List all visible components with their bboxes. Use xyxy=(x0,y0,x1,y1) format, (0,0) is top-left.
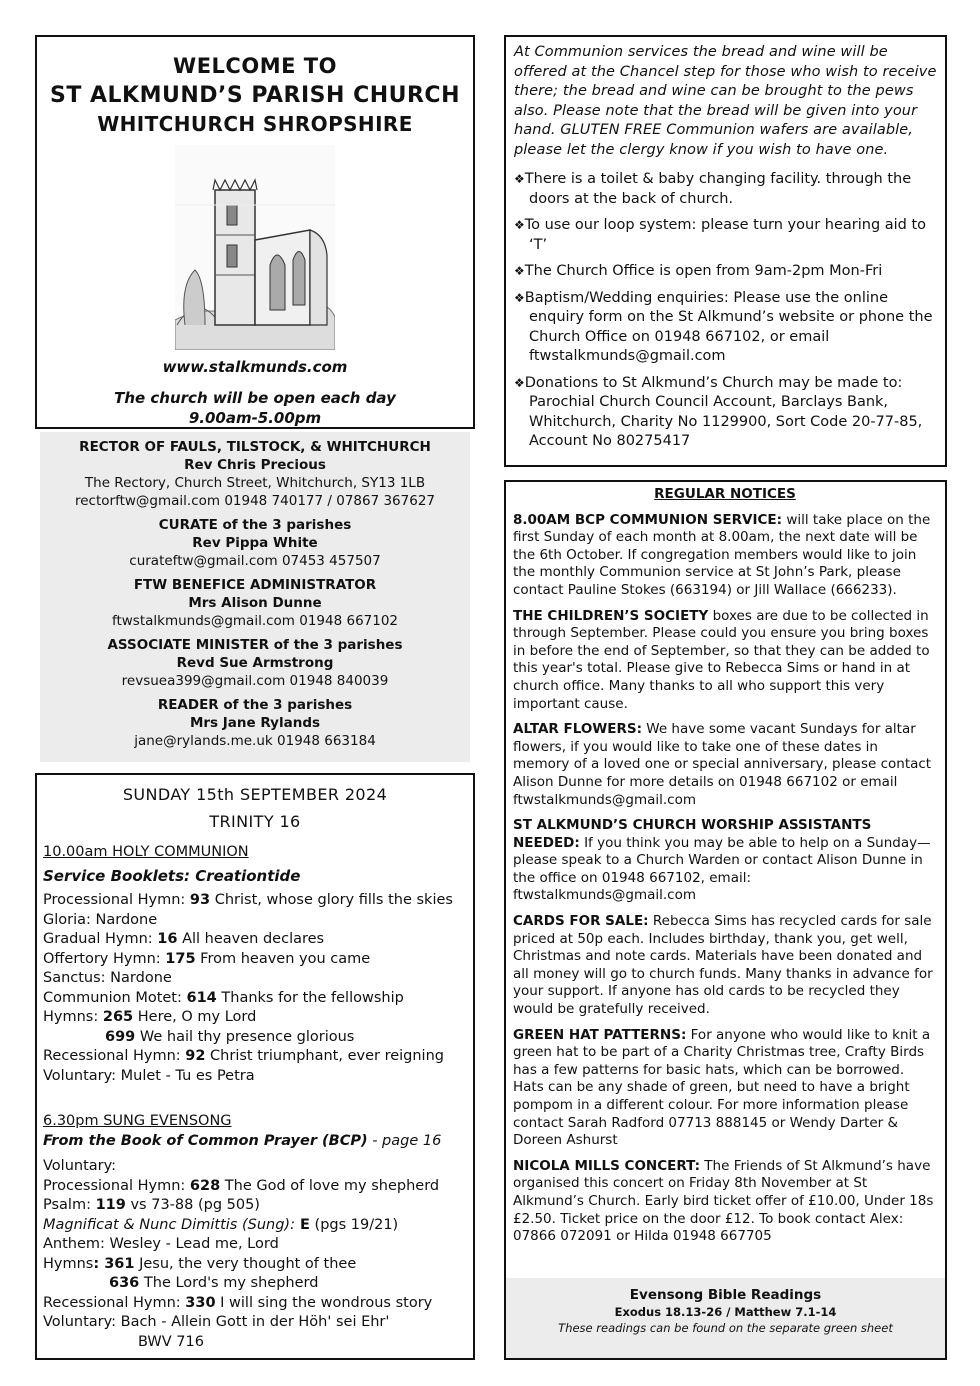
service-item xyxy=(43,1255,467,1275)
service-item-label: Recessional Hymn: xyxy=(43,1294,186,1311)
evensong-book xyxy=(43,1132,467,1152)
info-bullet-text: The Church Office is open from 9am-2pm Mon-Fri xyxy=(524,263,883,279)
info-bullet-text: There is a toilet & baby changing facility. through the doors at the back of church. xyxy=(524,171,912,207)
evening-service-list xyxy=(43,1157,467,1352)
service-item-title: We hail thy presence glorious xyxy=(135,1028,355,1045)
clergy-role: RECTOR OF FAULS, TILSTOCK, & WHITCHURCH xyxy=(79,439,431,455)
hymn-number: 119 xyxy=(95,1197,126,1213)
info-bullet-item xyxy=(514,374,937,452)
bcp-label: From the Book of Common Prayer (BCP) xyxy=(43,1132,368,1149)
clergy-role: READER of the 3 parishes xyxy=(157,697,353,713)
notice-body: We have some vacant Sundays for altar flowers, if you would like to take one of these dates in memory of a loved one or special anniversary, please contact Alison Dunne for more details on 01948 667102 or email ftwstalkmunds@gmail.com xyxy=(513,721,932,808)
church-sketch-image xyxy=(175,145,335,350)
hymn-number: 614 xyxy=(186,989,217,1006)
service-item-label: Voluntary: Mulet - Tu es Petra xyxy=(43,1067,255,1084)
service-item-title: Christ triumphant, ever reigning xyxy=(205,1048,444,1064)
hymn-number: 92 xyxy=(185,1048,206,1064)
notice-item xyxy=(513,721,937,809)
notice-body: If you think you may be able to help on a Sunday—please speak to a Church Warden or contact Alison Dunne in the office on 01948 667102, email: ftwstalkmunds@gmail.com xyxy=(513,834,931,904)
clergy-name: Mrs Alison Dunne xyxy=(188,595,322,611)
readings-note: These readings can be found on the separate green sheet xyxy=(558,1321,893,1335)
service-item xyxy=(43,1333,467,1353)
clergy-contact-line: The Rectory, Church Street, Whitchurch, SY13 1LB xyxy=(84,475,426,491)
service-item-label: Processional Hymn: xyxy=(43,892,190,908)
notice-heading: THE CHILDREN’S SOCIETY xyxy=(513,607,709,624)
service-item xyxy=(43,1235,467,1255)
hymn-number: 628 xyxy=(189,1177,221,1194)
notice-heading: ST ALKMUND’S CHURCH WORSHIP ASSISTANTS NEEDED: xyxy=(513,817,872,851)
service-item xyxy=(43,1047,467,1067)
clergy-role: FTW BENEFICE ADMINISTRATOR xyxy=(133,577,377,593)
notice-item xyxy=(513,1027,937,1150)
clergy-name: Rev Chris Precious xyxy=(184,457,326,473)
hymn-number: 175 xyxy=(165,950,196,967)
clergy-entry xyxy=(40,438,470,510)
website-link[interactable]: www.stalkmunds.com xyxy=(162,358,348,376)
regular-notices-box xyxy=(504,480,947,1360)
evensong-readings xyxy=(506,1278,945,1358)
service-item-title: Thanks for the fellowship xyxy=(216,989,404,1006)
service-item xyxy=(43,950,467,970)
info-bullet-text: To use our loop system: please turn your hearing aid to ‘T’ xyxy=(524,217,927,253)
clergy-name: Revd Sue Armstrong xyxy=(176,655,334,671)
opening-hours-line1: The church will be open each day xyxy=(114,389,396,407)
notice-heading: NICOLA MILLS CONCERT: xyxy=(513,1157,701,1174)
service-item-title: From heaven you came xyxy=(195,950,371,967)
service-item xyxy=(43,1008,467,1028)
service-item-label: Psalm: xyxy=(43,1197,96,1213)
notice-list xyxy=(513,512,937,1246)
services-box xyxy=(35,773,475,1360)
clergy-role: CURATE of the 3 parishes xyxy=(158,517,352,533)
service-item-label: Hymns xyxy=(43,1255,94,1272)
service-item xyxy=(43,1196,467,1216)
readings-refs: Exodus 18.13-26 / Matthew 7.1-14 xyxy=(614,1305,837,1319)
diamond-bullet-icon: ❖ xyxy=(514,375,525,390)
notice-body: boxes are due to be collected in through September. Please could you ensure you bring boxes in before the end of September, so that they can be added to this year's total. Please give to Rebecca Sims or hand in at church office. Many thanks to all who support this very important cause. xyxy=(513,607,930,712)
notice-body: will take place on the first Sunday of each month at 8.00am, the next date will be the 6th October. If congregation members would like to join the monthly Communion service at St John’s Park, please contact Pauline Stokes (663194) or Jill Wallace (666233). xyxy=(513,511,931,598)
notice-heading: 8.00AM BCP COMMUNION SERVICE: xyxy=(513,511,783,528)
clergy-contact-line: ftwstalkmunds@gmail.com 01948 667102 xyxy=(111,613,399,629)
opening-hours xyxy=(37,388,473,428)
clergy-role: ASSOCIATE MINISTER of the 3 parishes xyxy=(107,637,403,653)
service-item-label: Communion Motet: xyxy=(43,989,187,1006)
info-bullet-item xyxy=(514,216,937,255)
church-location: WHITCHURCH SHROPSHIRE xyxy=(97,112,413,136)
notice-heading: CARDS FOR SALE: xyxy=(513,913,649,930)
morning-service-list xyxy=(43,891,467,1086)
clergy-contact-line: revsuea399@gmail.com 01948 840039 xyxy=(121,673,389,689)
service-item-label: Anthem: Wesley - Lead me, Lord xyxy=(43,1236,279,1252)
notice-body: For anyone who would like to knit a green hat to be part of a Charity Christmas tree, Crafty Birds has a few patterns for basic hats, which can be borrowed. Hats can be any shade of green, but need to have a bright pompom in a different colour. For more information please contact Sarah Radford 07713 888145 or Wendy Darter & Doreen Ashurst xyxy=(513,1026,931,1149)
bcp-page: - page 16 xyxy=(367,1132,442,1149)
service-item-label: Offertory Hymn: xyxy=(43,950,166,967)
service-item xyxy=(43,930,467,950)
service-item xyxy=(43,1294,467,1314)
hymn-number: 93 xyxy=(189,892,211,908)
service-item-title: (pgs 19/21) xyxy=(309,1216,399,1233)
service-item xyxy=(43,911,467,931)
info-bullet-text: Donations to St Alkmund’s Church may be made to: Parochial Church Council Account, Barclays Bank, Whitchurch, Charity No 1129900, Sort Code 20-77-85, Account No 80275417 xyxy=(524,374,923,449)
hymn-number: 330 xyxy=(185,1294,216,1311)
hymn-number: 265 xyxy=(102,1009,134,1025)
clergy-entry xyxy=(40,636,470,690)
service-item xyxy=(43,969,467,989)
diamond-bullet-icon: ❖ xyxy=(514,290,525,305)
service-item xyxy=(43,1274,467,1294)
service-item-label: Gloria: Nardone xyxy=(43,911,158,928)
info-bullet-text: Baptism/Wedding enquiries: Please use the online enquiry form on the St Alkmund’s website or phone the Church Office on 01948 667102, or email ftwstalkmunds@gmail.com xyxy=(524,289,933,364)
service-item-title: The God of love my shepherd xyxy=(220,1177,440,1194)
clergy-entry xyxy=(40,696,470,750)
service-item-title: Christ, whose glory fills the skies xyxy=(210,892,453,908)
diamond-bullet-icon: ❖ xyxy=(514,218,525,232)
notices-title: REGULAR NOTICES xyxy=(654,486,796,502)
service-item-title: Jesu, the very thought of thee xyxy=(134,1255,357,1272)
service-item-label: Recessional Hymn: xyxy=(43,1048,186,1064)
service-item xyxy=(43,1177,467,1197)
clergy-name: Rev Pippa White xyxy=(192,535,318,551)
communion-info-box xyxy=(504,35,947,467)
hymn-number: 16 xyxy=(157,931,178,947)
hymn-number: 699 xyxy=(105,1028,136,1045)
service-item-label: Voluntary: xyxy=(43,1158,117,1174)
evening-service-title: 6.30pm SUNG EVENSONG xyxy=(43,1113,232,1129)
church-name: ST ALKMUND’S PARISH CHURCH xyxy=(50,83,460,108)
info-bullet-list xyxy=(514,170,937,452)
service-item-label: Voluntary: Bach - Allein Gott in der Höh' sei Ehr' xyxy=(43,1314,390,1330)
welcome-line1: WELCOME TO xyxy=(173,54,337,78)
welcome-box xyxy=(35,35,475,429)
clergy-name: Mrs Jane Rylands xyxy=(189,715,321,731)
info-bullet-item xyxy=(514,170,937,209)
info-bullet-item xyxy=(514,262,937,282)
morning-service-title: 10.00am HOLY COMMUNION xyxy=(43,844,249,860)
service-item xyxy=(43,1067,467,1087)
clergy-entry xyxy=(40,516,470,570)
service-item xyxy=(43,891,467,911)
service-item-title: vs 73-88 (pg 505) xyxy=(125,1197,260,1213)
notice-body: Rebecca Sims has recycled cards for sale priced at 50p each. Includes birthday, thank you, get well, Christmas and note cards. Materials have been donated and all money will go to church funds. Many thanks in advance for your support. If anyone has old cards to be recycled they would be gratefully received. xyxy=(513,913,933,1018)
service-item-label: BWV 716 xyxy=(138,1333,204,1350)
service-item-title: All heaven declares xyxy=(177,931,325,947)
diamond-bullet-icon: ❖ xyxy=(514,264,525,278)
clergy-contact-line: jane@rylands.me.uk 01948 663184 xyxy=(134,733,376,749)
readings-title: Evensong Bible Readings xyxy=(629,1287,822,1303)
service-item-label: Hymns: xyxy=(43,1009,103,1025)
diamond-bullet-icon: ❖ xyxy=(514,172,525,186)
service-item xyxy=(43,1028,467,1048)
service-item-title: The Lord's my shepherd xyxy=(139,1275,319,1291)
service-item-label: Processional Hymn: xyxy=(43,1177,190,1194)
notice-heading: GREEN HAT PATTERNS: xyxy=(513,1026,687,1043)
service-item-title: I will sing the wondrous story xyxy=(215,1294,433,1311)
clergy-contact-line: rectorftw@gmail.com 01948 740177 / 07867 367627 xyxy=(74,493,436,509)
clergy-entry xyxy=(40,576,470,630)
service-item xyxy=(43,989,467,1009)
notice-item xyxy=(513,512,937,600)
service-booklets: Service Booklets: Creationtide xyxy=(43,866,301,885)
service-item xyxy=(43,1157,467,1177)
service-item-title: Here, O my Lord xyxy=(133,1009,257,1025)
service-date: SUNDAY 15th SEPTEMBER 2024 xyxy=(122,785,388,804)
notice-item xyxy=(513,608,937,714)
communion-intro: At Communion services the bread and wine will be offered at the Chancel step for those who wish to receive there; the bread and wine can be brought to the pews also. Please note that the bread will be given into your hand. GLUTEN FREE Communion wafers are available, please let the clergy know if you wish to have one. xyxy=(514,44,937,158)
hymn-number: : 361 xyxy=(93,1255,135,1272)
clergy-contacts xyxy=(40,432,470,762)
notice-body: The Friends of St Alkmund’s have organised this concert on Friday 8th November at St Alkmund’s Church. Early bird ticket offer of £10.00, Under 18s £2.50. Ticket price on the door £12. To book contact Alex: 07866 072091 or Hilda 01948 667705 xyxy=(513,1157,934,1245)
service-item-label: Sanctus: Nardone xyxy=(43,970,172,986)
hymn-number: 636 xyxy=(109,1275,140,1291)
opening-hours-line2: 9.00am-5.00pm xyxy=(188,409,322,427)
notice-item xyxy=(513,1158,937,1246)
notice-heading: ALTAR FLOWERS: xyxy=(513,721,642,738)
trinity-label: TRINITY 16 xyxy=(209,812,301,831)
service-item xyxy=(43,1216,467,1236)
notice-item xyxy=(513,817,937,905)
service-item-label: Magnificat & Nunc Dimittis (Sung): xyxy=(43,1216,295,1233)
clergy-contact-line: curateftw@gmail.com 07453 457507 xyxy=(129,553,381,569)
service-item xyxy=(43,1313,467,1333)
hymn-number: E xyxy=(294,1216,310,1233)
notice-item xyxy=(513,913,937,1019)
service-item-label: Gradual Hymn: xyxy=(43,931,158,947)
info-bullet-item xyxy=(514,289,937,367)
